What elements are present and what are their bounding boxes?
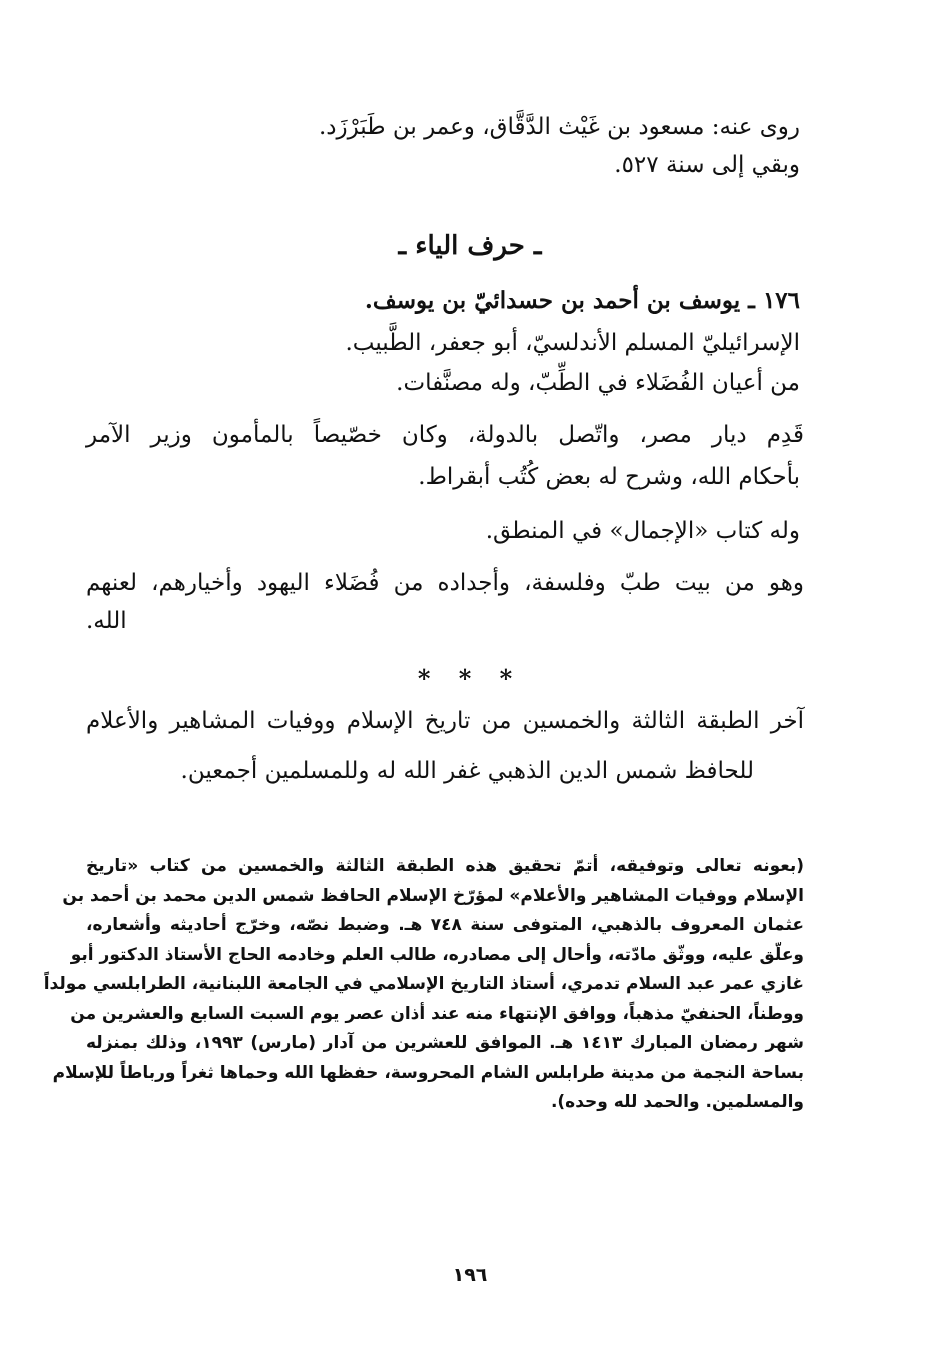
editor-note-line: الإسلام ووفيات المشاهير والأعلام» لمؤرّخ الإسلام الحافظ شمس الدين محمد بن أحمد بن (62, 885, 804, 906)
editor-note-line: بساحة النجمة من مدينة طرابلس الشام المحروسة، حفظها الله وحماها ثغراً ورباطاً للإسلام (52, 1062, 804, 1083)
entry-nisba-line: الإسرائيليّ المسلم الأندلسيّ، أبو جعفر، الطَّبيب. (345, 330, 800, 356)
entry-paragraph-3-line-1: وهو من بيت طبّ وفلسفة، وأجداده من فُضَلاء اليهود وأخيارهم، لعنهم (86, 570, 804, 596)
editor-note-line: غازي عمر عبد السلام تدمري، أستاذ التاريخ الإسلامي في الجامعة اللبنانية، الطرابلسي مولداً (43, 974, 804, 994)
editor-note-line: ووطناً، الحنفيّ مذهباً، ووافق الإنتهاء منه عند أذان عصر يوم السبت السابع والعشرين من (70, 1003, 804, 1024)
editor-note-line: عثمان المعروف بالذهبي، المتوفى سنة ٧٤٨ هـ. وضبط نصّه، وخرّج أحاديثه وأشعاره، (86, 915, 804, 935)
editor-note-line: وعلّق عليه، ووثّق مادّته، وأحال إلى مصادره، طالب العلم وخادمه الحاج الأستاذ الدكتور أبو (70, 944, 804, 965)
entry-paragraph-1-line-2: بأحكام الله، وشرح له بعض كُتُب أبقراط. (418, 464, 800, 490)
editor-note (43, 852, 804, 1118)
closing-line-1: آخر الطبقة الثالثة والخمسين من تاريخ الإسلام ووفيات المشاهير والأعلام (86, 708, 804, 734)
entry-paragraph-1-line-1: قَدِم ديار مصر، واتّصل بالدولة، وكان خصّيصاً بالمأمون وزير الآمر (86, 422, 804, 448)
section-heading: ـ حرف الياء ـ (398, 231, 542, 261)
editor-note-line: (بعونه تعالى وتوفيقه، أتمّ تحقيق هذه الطبقة الثالثة والخمسين من كتاب «تاريخ (86, 856, 804, 876)
section-separator: * * * (417, 664, 523, 693)
entry-paragraph-3-line-2: الله. (86, 608, 127, 634)
page-number: ١٩٦ (452, 1264, 488, 1286)
entry-description-line: من أعيان الفُضَلاء في الطِّبّ، وله مصنَّفات. (396, 370, 800, 396)
entry-title: ١٧٦ ـ يوسف بن أحمد بن حسدائيّ بن يوسف. (364, 287, 800, 314)
closing-line-2: للحافظ شمس الدين الذهبي غفر الله له وللمسلمين أجمعين. (180, 758, 754, 784)
editor-note-line: شهر رمضان المبارك ١٤١٣ هـ. الموافق للعشرين من آدار (مارس) ١٩٩٣، وذلك بمنزله (86, 1033, 804, 1053)
entry-paragraph-2: وله كتاب «الإجمال» في المنطق. (485, 518, 800, 544)
death-year-line: وبقي إلى سنة ٥٢٧. (614, 152, 800, 178)
editor-note-line: والمسلمين. والحمد لله وحده). (550, 1092, 804, 1112)
narrators-line: روى عنه: مسعود بن غَيْث الدَّقَّاق، وعمر بن طَبَرْزَد. (318, 114, 800, 140)
